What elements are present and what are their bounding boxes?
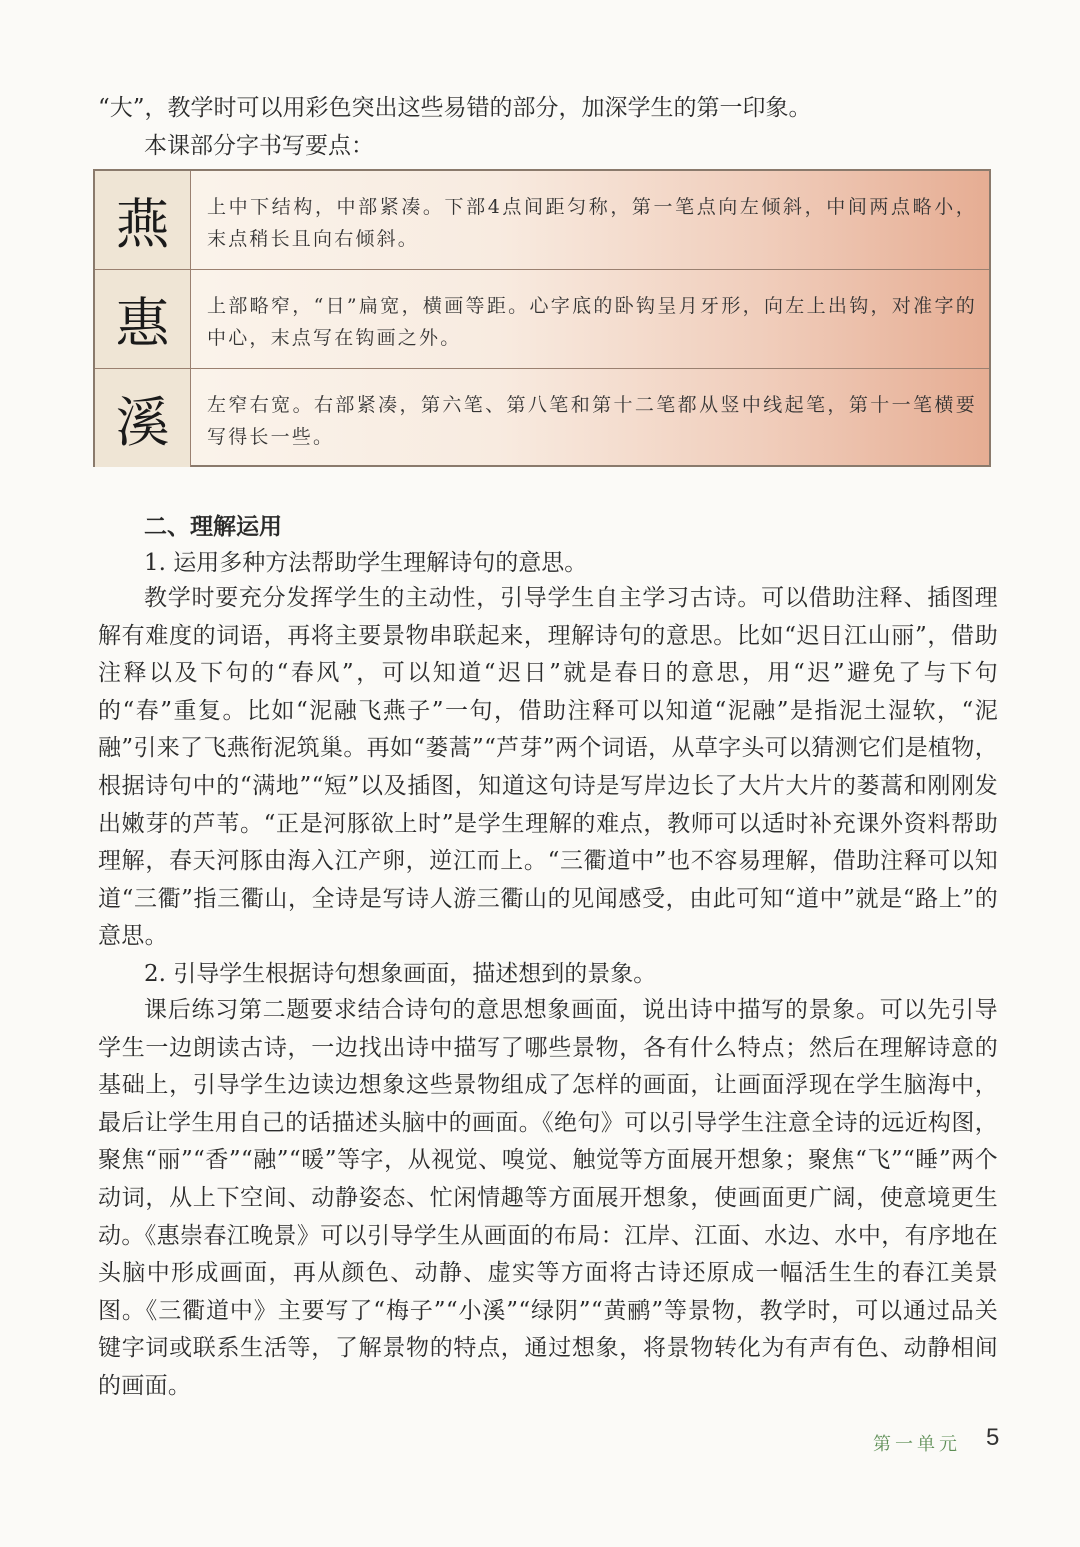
character-writing-table [93, 169, 991, 467]
item1-body: 教学时要充分发挥学生的主动性，引导学生自主学习古诗。可以借助注释、插图理解有难度的词语，再将主要景物串联起来，理解诗句的意思。比如“迟日江山丽”，借助注释以及下句的“春风”，可以知道“迟日”就是春日的意思，用“迟”避免了与下句的“春”重复。比如“泥融飞燕子”一句，借助注释可以知道“泥融”是指泥土湿软，“泥融”引来了飞燕衔泥筑巢。再如“蒌蒿”“芦芽”两个词语，从草字头可以猜测它们是植物，根据诗句中的“满地”“短”以及插图，知道这句诗是写岸边长了大片大片的蒌蒿和刚刚发出嫩芽的芦苇。“正是河豚欲上时”是学生理解的难点，教师可以适时补充课外资料帮助理解，春天河豚由海入江产卵，逆江而上。“三衢道中”也不容易理解，借助注释可以知道“三衢”指三衢山，全诗是写诗人游三衢山的见闻感受，由此可知“道中”就是“路上”的意思。 [98, 585, 998, 950]
footer-unit-label: 第一单元 [873, 1434, 961, 1455]
item2-title: 2. 引导学生根据诗句想象画面，描述想到的景象。 [144, 961, 657, 987]
char-cell: 溪 [95, 369, 191, 467]
item1-title: 1. 运用多种方法帮助学生理解诗句的意思。 [144, 550, 588, 576]
char-cell: 惠 [95, 270, 191, 368]
char-cell: 燕 [95, 171, 191, 270]
table-intro: 本课部分字书写要点： [144, 133, 374, 159]
char-row-1 [95, 171, 989, 270]
char-row-3 [95, 368, 989, 467]
top-line: “大”，教学时可以用彩色突出这些易错的部分，加深学生的第一印象。 [98, 95, 812, 121]
char-desc: 上中下结构，中部紧凑。下部4点间距匀称，第一笔点向左倾斜，中间两点略小，末点稍长且向右倾斜。 [207, 196, 977, 250]
char-desc: 上部略窄，“日”扁宽，横画等距。心字底的卧钩呈月牙形，向左上出钩，对准字的中心，末点写在钩画之外。 [207, 295, 977, 349]
char-desc: 左窄右宽。右部紧凑，第六笔、第八笔和第十二笔都从竖中线起笔，第十一笔横要写得长一些。 [207, 394, 977, 448]
section-title: 二、理解运用 [144, 513, 282, 540]
char-row-2 [95, 269, 989, 368]
item2-body: 课后练习第二题要求结合诗句的意思想象画面，说出诗中描写的景象。可以先引导学生一边朗读古诗，一边找出诗中描写了哪些景物，各有什么特点；然后在理解诗意的基础上，引导学生边读边想象这些景物组成了怎样的画面，让画面浮现在学生脑海中，最后让学生用自己的话描述头脑中的画面。《绝句》可以引导学生注意全诗的远近构图，聚焦“丽”“香”“融”“暖”等字，从视觉、嗅觉、触觉等方面展开想象；聚焦“飞”“睡”两个动词，从上下空间、动静姿态、忙闲情趣等方面展开想象，使画面更广阔，使意境更生动。《惠崇春江晚景》可以引导学生从画面的布局：江岸、江面、水边、水中，有序地在头脑中形成画面，再从颜色、动静、虚实等方面将古诗还原成一幅活生生的春江美景图。《三衢道中》主要写了“梅子”“小溪”“绿阴”“黄鹂”等景物，教学时，可以通过品关键字词或联系生活等，了解景物的特点，通过想象，将景物转化为有声有色、动静相间的画面。 [98, 997, 998, 1399]
page-number: 5 [986, 1424, 1000, 1451]
